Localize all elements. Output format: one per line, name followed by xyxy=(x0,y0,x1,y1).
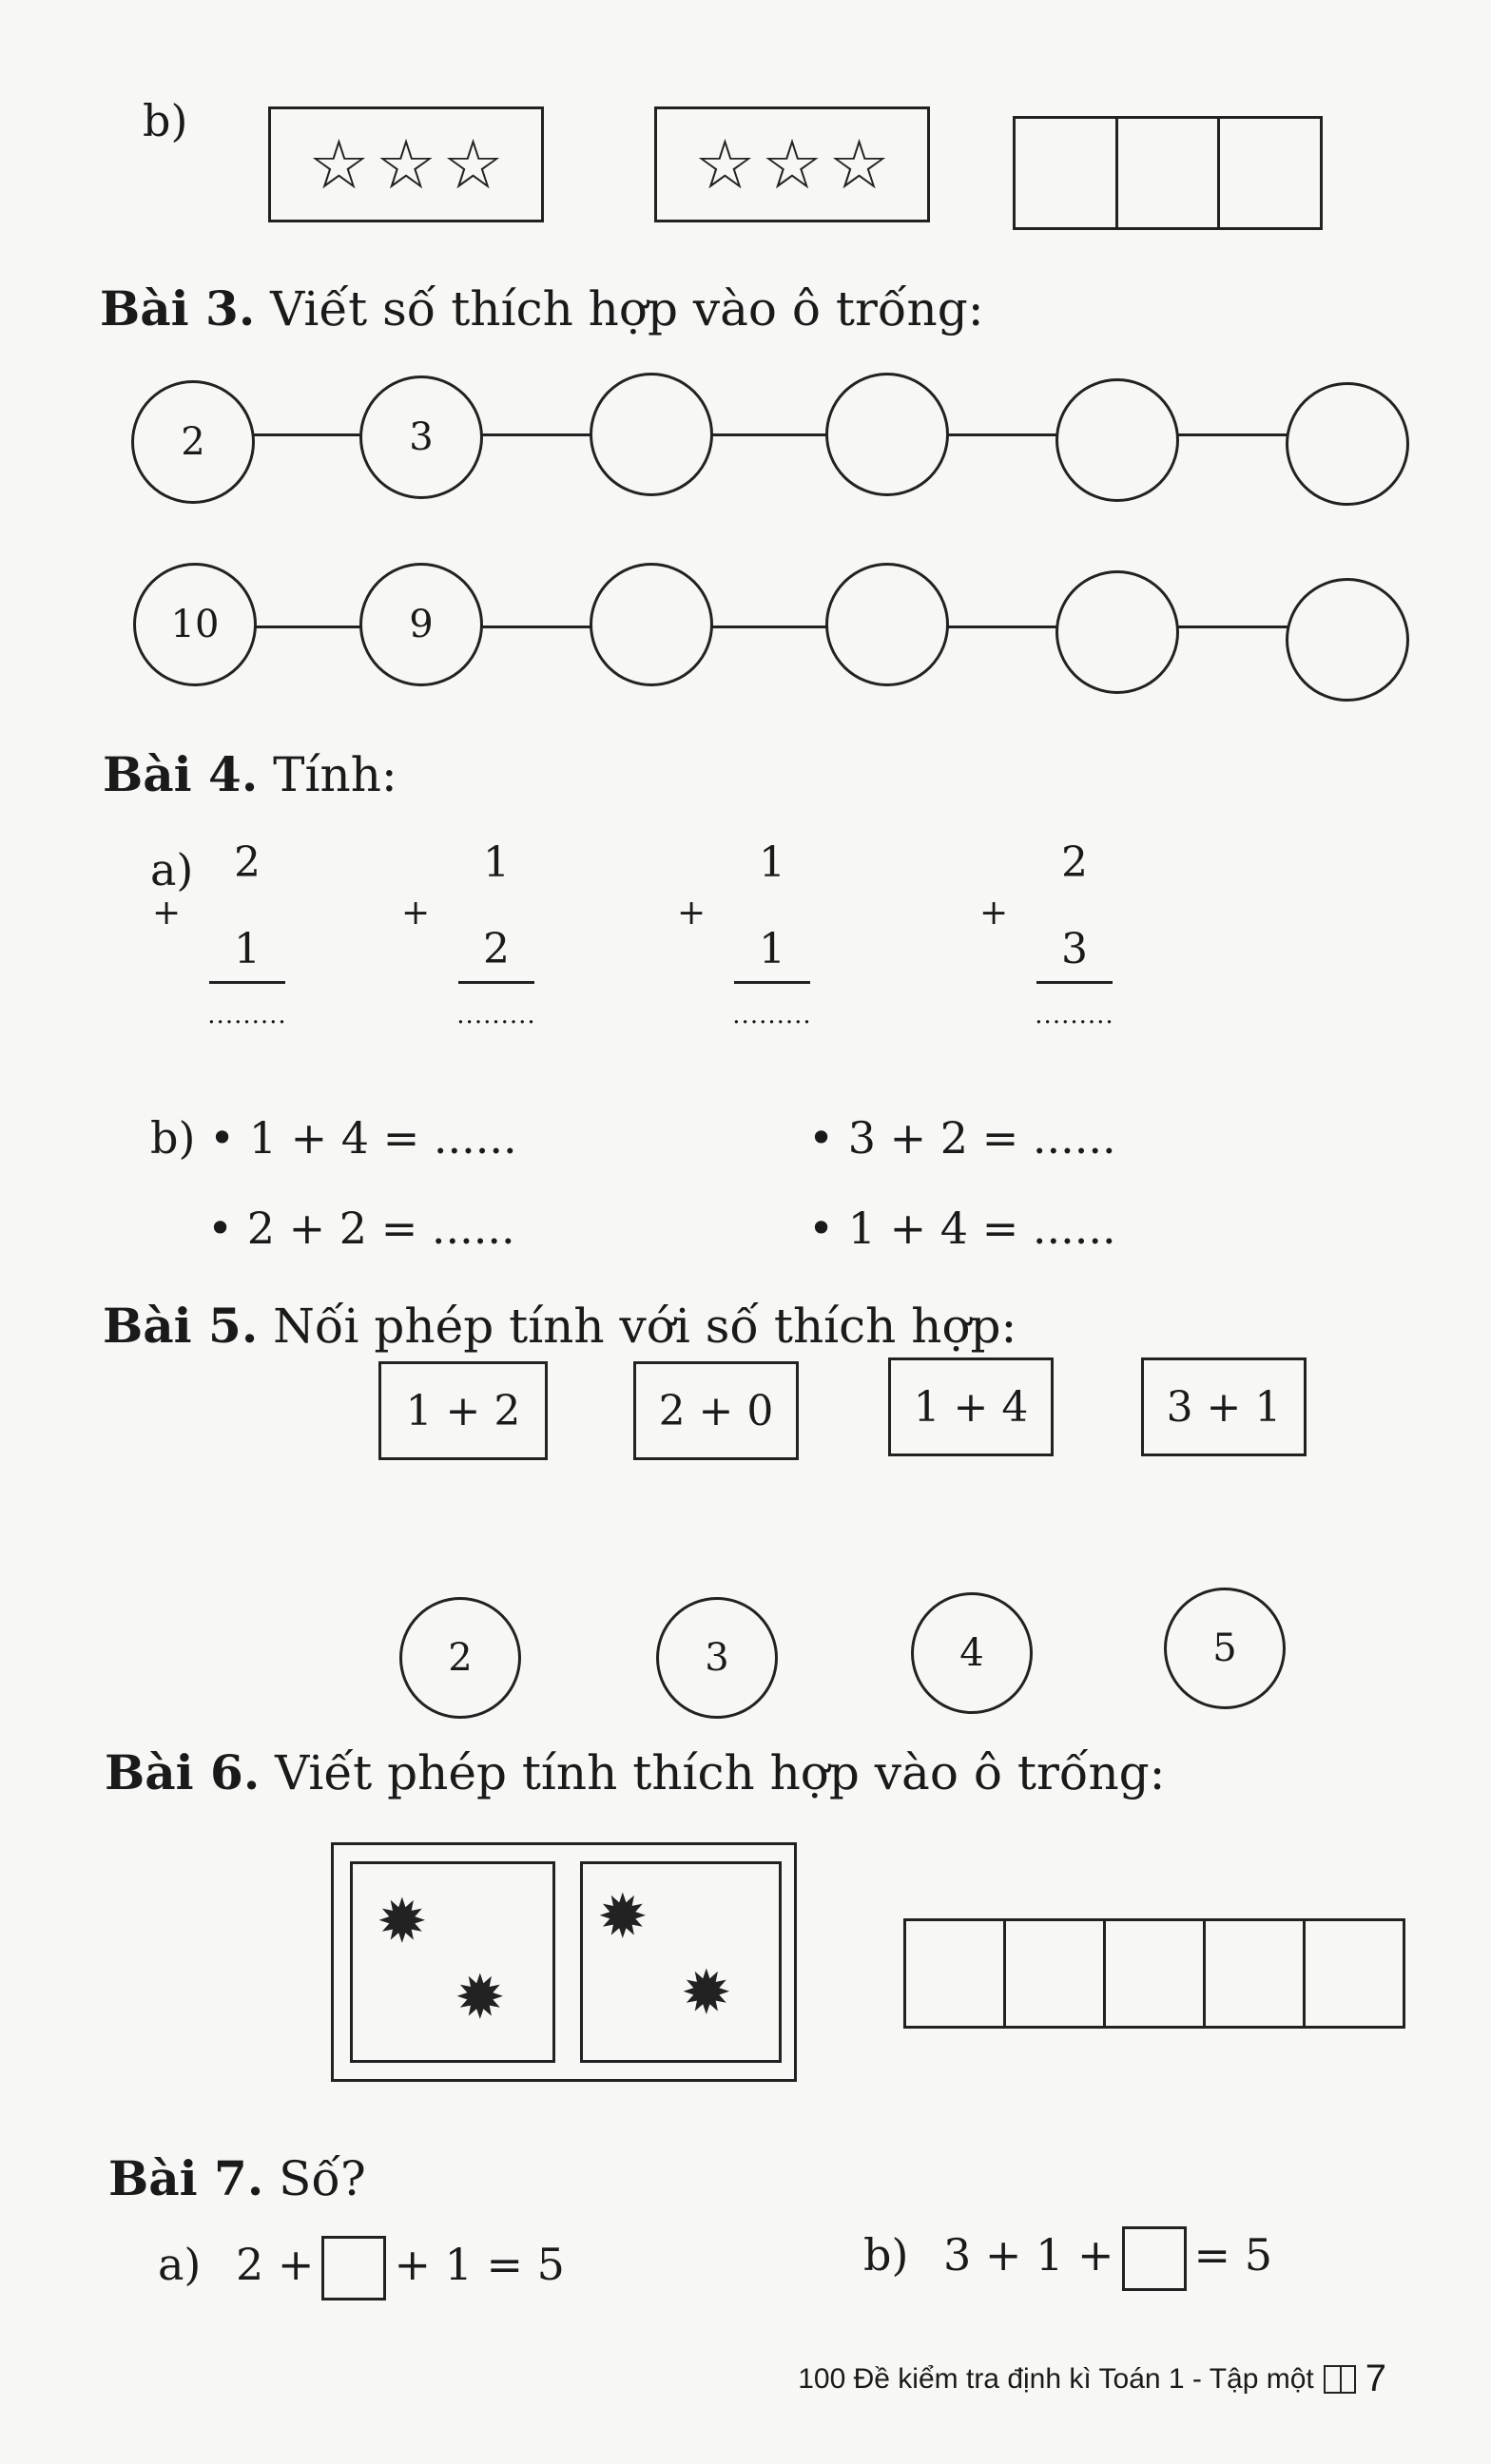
addition-expression[interactable]: • 1 + 4 = ...... xyxy=(808,1203,1116,1254)
addend-top: 1 xyxy=(759,838,785,887)
bai3-instruction: Viết số thích hợp vào ô trống: xyxy=(270,281,984,337)
bai6-number: Bài 6. xyxy=(105,1744,261,1800)
number-circle: 3 xyxy=(359,375,483,499)
bai7-b xyxy=(863,2226,1272,2291)
answer-blank[interactable]: ......... xyxy=(456,1001,536,1030)
bai7-number: Bài 7. xyxy=(108,2150,264,2206)
book-icon xyxy=(1324,2365,1356,2394)
answer-circle[interactable] xyxy=(825,563,949,686)
bai7-b-right: = 5 xyxy=(1193,2229,1272,2281)
result-circle[interactable]: 4 xyxy=(911,1592,1033,1714)
bai7-a xyxy=(158,2236,565,2300)
vertical-addition xyxy=(979,838,1141,1030)
bai4-a-label: a) xyxy=(150,844,194,895)
answer-cell[interactable] xyxy=(1220,119,1320,227)
bai5-number: Bài 5. xyxy=(103,1298,259,1354)
answer-box[interactable] xyxy=(1122,2226,1187,2291)
answer-cell[interactable] xyxy=(1306,1921,1403,2026)
answer-blank[interactable]: ......... xyxy=(1035,1001,1114,1030)
part-b-label: b) xyxy=(143,95,188,146)
sun-icon: ✹ xyxy=(377,1887,428,1957)
bai7-a-right: + 1 = 5 xyxy=(394,2239,565,2290)
answer-circle[interactable] xyxy=(590,373,713,496)
addition-expression[interactable]: • 3 + 2 = ...... xyxy=(808,1112,1116,1164)
addend-top: 1 xyxy=(483,838,510,887)
addend-bottom: 1 xyxy=(759,925,785,973)
star-group-1 xyxy=(268,106,544,222)
sum-line xyxy=(734,981,810,984)
sum-line xyxy=(1036,981,1113,984)
bai4-instruction: Tính: xyxy=(273,747,397,802)
answer-circle[interactable] xyxy=(1055,378,1179,502)
bai7-instruction: Số? xyxy=(279,2151,366,2206)
bai4-b-label: b) xyxy=(150,1112,196,1164)
bai3-number: Bài 3. xyxy=(100,280,256,337)
bai7-a-label: a) xyxy=(158,2239,202,2290)
sun-icon: ✹ xyxy=(681,1958,732,2029)
vertical-addition xyxy=(401,838,563,1030)
bai6-instruction: Viết phép tính thích hợp vào ô trống: xyxy=(275,1745,1166,1800)
bai4-number: Bài 4. xyxy=(103,746,259,802)
answer-cell[interactable] xyxy=(1118,119,1221,227)
answer-cell[interactable] xyxy=(1006,1921,1106,2026)
book-title: 100 Đề kiểm tra định kì Toán 1 - Tập một xyxy=(798,2362,1314,2395)
sum-line xyxy=(458,981,534,984)
answer-blank[interactable]: ......... xyxy=(732,1001,812,1030)
sun-icon: ✹ xyxy=(455,1963,506,2033)
answer-circle[interactable] xyxy=(1055,570,1179,694)
addend-bottom: 2 xyxy=(483,925,510,973)
star-icon: ☆ xyxy=(761,125,823,204)
bai7-a-left: 2 + xyxy=(236,2239,315,2290)
answer-cell[interactable] xyxy=(1206,1921,1306,2026)
bai7-b-left: 3 + 1 + xyxy=(943,2229,1114,2281)
star-icon: ☆ xyxy=(375,125,437,204)
bai5-heading xyxy=(103,1298,1017,1354)
star-icon: ☆ xyxy=(308,125,370,204)
answer-box[interactable] xyxy=(321,2236,386,2300)
operation-box[interactable]: 1 + 4 xyxy=(888,1357,1054,1456)
sum-line xyxy=(209,981,285,984)
bai7-b-label: b) xyxy=(863,2229,909,2281)
operation-box[interactable]: 3 + 1 xyxy=(1141,1357,1307,1456)
result-circle[interactable]: 5 xyxy=(1164,1588,1286,1709)
sun-icon: ✹ xyxy=(597,1882,649,1953)
answer-circle[interactable] xyxy=(1286,578,1409,702)
operation-box[interactable]: 2 + 0 xyxy=(633,1361,799,1460)
plus-sign: + xyxy=(677,894,707,933)
plus-sign: + xyxy=(401,894,431,933)
star-icon: ☆ xyxy=(828,125,890,204)
bai3-heading xyxy=(100,280,984,337)
addend-top: 2 xyxy=(234,838,261,887)
addend-bottom: 1 xyxy=(234,925,261,973)
page-footer xyxy=(798,2358,1386,2400)
answer-cell[interactable] xyxy=(1016,119,1118,227)
bai4-heading xyxy=(103,746,397,802)
star-icon: ☆ xyxy=(442,125,504,204)
answer-blank[interactable]: ......... xyxy=(207,1001,287,1030)
bai5-instruction: Nối phép tính với số thích hợp: xyxy=(273,1299,1017,1354)
bai7-heading xyxy=(108,2150,366,2206)
answer-cell[interactable] xyxy=(906,1921,1006,2026)
plus-sign: + xyxy=(979,894,1009,933)
plus-sign: + xyxy=(152,894,182,933)
vertical-addition xyxy=(677,838,839,1030)
bai6-heading xyxy=(105,1744,1166,1800)
vertical-addition xyxy=(152,838,314,1030)
addition-expression[interactable]: • 1 + 4 = ...... xyxy=(209,1112,517,1164)
page-number: 7 xyxy=(1365,2358,1386,2399)
answer-cells-b[interactable] xyxy=(1013,116,1323,230)
answer-circle[interactable] xyxy=(825,373,949,496)
number-circle: 10 xyxy=(133,563,257,686)
result-circle[interactable]: 3 xyxy=(656,1597,778,1719)
addend-top: 2 xyxy=(1061,838,1088,887)
number-circle: 2 xyxy=(131,380,255,504)
answer-circle[interactable] xyxy=(590,563,713,686)
result-circle[interactable]: 2 xyxy=(399,1597,521,1719)
number-circle: 9 xyxy=(359,563,483,686)
star-group-2 xyxy=(654,106,930,222)
answer-circle[interactable] xyxy=(1286,382,1409,506)
operation-answer-cells[interactable] xyxy=(903,1918,1405,2029)
answer-cell[interactable] xyxy=(1106,1921,1206,2026)
operation-box[interactable]: 1 + 2 xyxy=(378,1361,548,1460)
addition-expression[interactable]: • 2 + 2 = ...... xyxy=(207,1203,515,1254)
addend-bottom: 3 xyxy=(1061,925,1088,973)
star-icon: ☆ xyxy=(694,125,756,204)
